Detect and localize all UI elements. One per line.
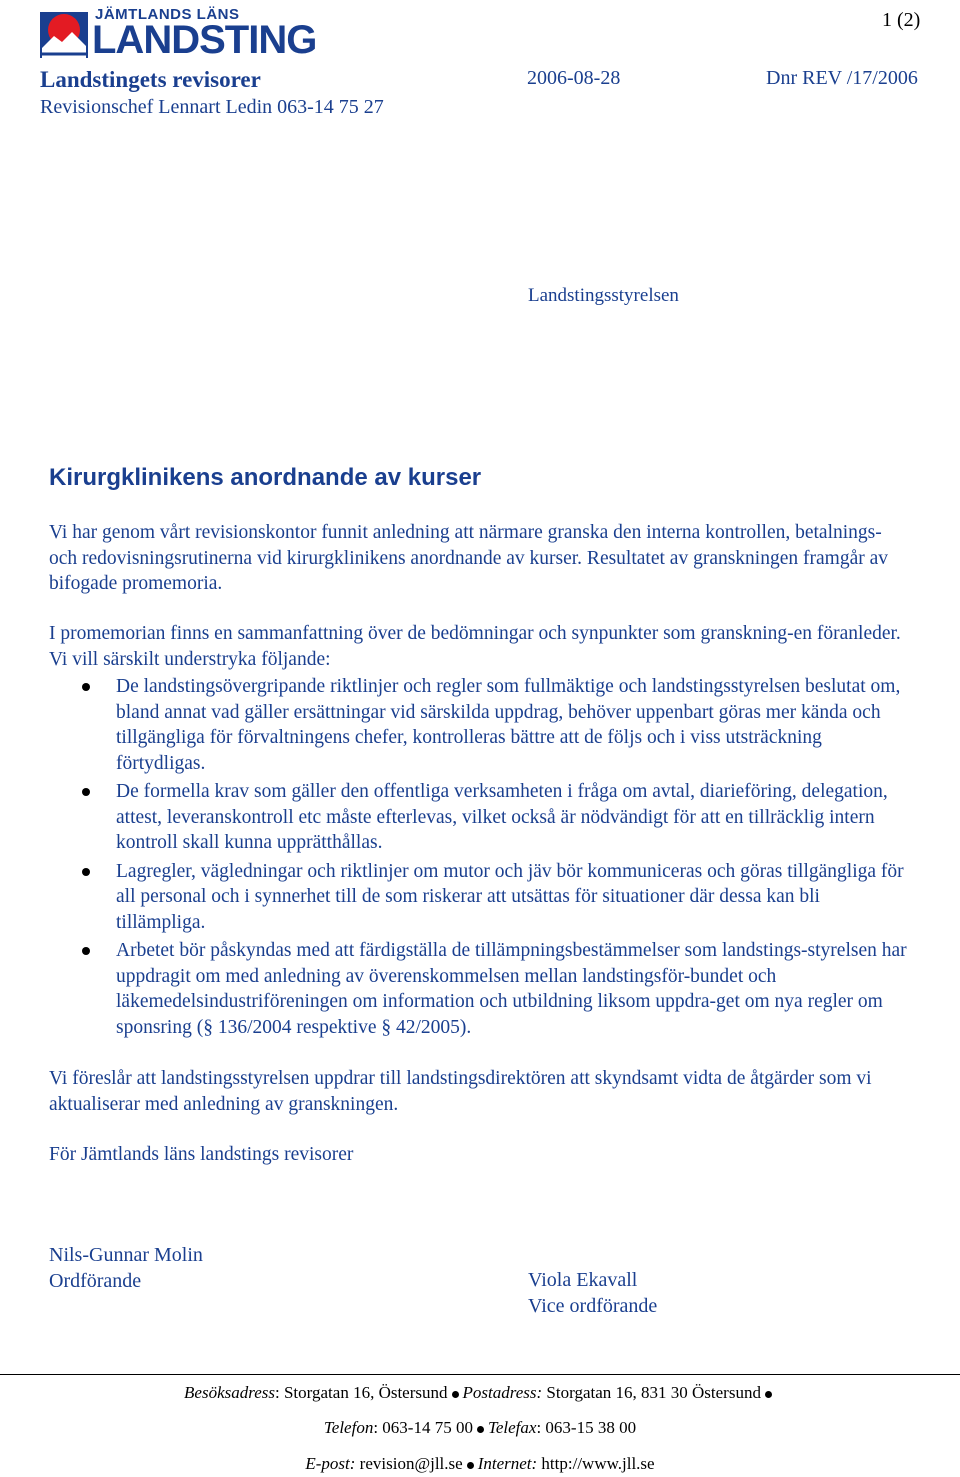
list-item-text: Arbetet bör påskyndas med att färdigställa de tillämpningsbestämmelser som landstings-styrelsen har uppdragit om med anledning av överenskommelsen mellan landstingsför-bundet och läkemedelsindustriföreningen om information och utbildning liksom uppdra-get om nya regler om sponsring (§ 136/2004 respektive § 42/2005). bbox=[116, 940, 907, 1038]
recipient: Landstingsstyrelsen bbox=[528, 285, 679, 306]
signature-left bbox=[49, 1243, 203, 1294]
footer-divider bbox=[0, 1374, 960, 1375]
footer-value: Storgatan 16, 831 30 Östersund bbox=[542, 1383, 761, 1402]
paragraph-intro: Vi har genom vårt revisionskontor funnit anledning att närmare granska den interna kontrollen, betalnings- och redovisningsrutinerna vid kirurgklinikens anordnande av kurser. Resultatet av granskningen framgår av bifogade promemoria. bbox=[49, 522, 888, 594]
logo-text-small: JÄMTLANDS LÄNS bbox=[95, 6, 240, 23]
list-item bbox=[49, 674, 909, 776]
signature-right bbox=[528, 1268, 657, 1319]
bullet-icon bbox=[452, 1391, 459, 1398]
footer-value: : 063-14 75 00 bbox=[373, 1418, 473, 1437]
footer-phone-line bbox=[0, 1418, 960, 1438]
list-item-text: De landstingsövergripande riktlinjer och regler som fullmäktige och landstingsstyrelsen beslutat om, bland annat vad gäller ersättningar vid särskilda uppdrag, behöver uppenbart göras mer kända och tillgängliga för förvaltningens chefer, kontrolleras bättre att de följs och i viss utsträckning förtydligas. bbox=[116, 676, 901, 774]
bullet-list bbox=[49, 674, 909, 1043]
footer-web-line bbox=[0, 1454, 960, 1474]
list-item bbox=[49, 938, 909, 1040]
signer-role: Ordförande bbox=[49, 1269, 142, 1292]
organization-name: Landstingets revisorer bbox=[40, 67, 261, 92]
closing-line: För Jämtlands läns landstings revisorer bbox=[49, 1144, 354, 1165]
footer-value: : Storgatan 16, Östersund bbox=[275, 1383, 448, 1402]
footer-label: Postadress: bbox=[462, 1383, 543, 1402]
footer-address-line bbox=[0, 1383, 960, 1403]
signer-name: Viola Ekavall bbox=[528, 1269, 638, 1291]
footer-label: Besöksadress bbox=[184, 1383, 275, 1402]
list-item-text: De formella krav som gäller den offentliga verksamheten i fråga om avtal, diarieföring, delegation, attest, leveranskontroll etc måste efterlevas, vilket också är nödvändigt för att en tillräcklig intern kontroll skall kunna upprätthållas. bbox=[116, 781, 888, 853]
signer-name: Nils-Gunnar Molin bbox=[49, 1244, 203, 1266]
footer-label: Telefon bbox=[323, 1418, 374, 1437]
footer-label: E-post: bbox=[305, 1454, 356, 1473]
footer-label: Internet: bbox=[477, 1454, 538, 1473]
bullet-icon bbox=[467, 1462, 474, 1469]
bullet-icon bbox=[477, 1426, 484, 1433]
bullet-icon bbox=[82, 868, 90, 876]
list-item-text: Lagregler, vägledningar och riktlinjer om mutor och jäv bör kommuniceras och göras tillgängliga för all personal och i synnerhet till de som riskerar att utsättas för situationer där dessa kan bli tillämpliga. bbox=[116, 860, 904, 933]
paragraph-summary: I promemorian finns en sammanfattning över de bedömningar och synpunkter som granskning-en föranleder. Vi vill särskilt understryka följande: bbox=[49, 623, 901, 670]
document-title: Kirurgklinikens anordnande av kurser bbox=[49, 464, 482, 491]
contact-line: Revisionschef Lennart Ledin 063-14 75 27 bbox=[40, 96, 384, 118]
list-item bbox=[49, 779, 909, 856]
footer-value: : 063-15 38 00 bbox=[536, 1418, 637, 1437]
document-date: 2006-08-28 bbox=[527, 67, 621, 89]
bullet-icon bbox=[82, 788, 90, 796]
list-item bbox=[49, 859, 909, 936]
bullet-icon bbox=[765, 1391, 772, 1398]
bullet-icon bbox=[82, 683, 90, 691]
signer-role: Vice ordförande bbox=[528, 1294, 658, 1317]
bullet-icon bbox=[82, 947, 90, 955]
logo-text-big: LANDSTING bbox=[92, 18, 317, 62]
landsting-logo bbox=[40, 8, 315, 60]
page-number: 1 (2) bbox=[882, 9, 921, 31]
footer-email[interactable]: revision@jll.se bbox=[355, 1454, 463, 1473]
document-reference: Dnr REV /17/2006 bbox=[766, 67, 918, 89]
footer-label: Telefax bbox=[487, 1418, 537, 1437]
footer-website-link[interactable]: http://www.jll.se bbox=[537, 1454, 655, 1473]
paragraph-proposal: Vi föreslår att landstingsstyrelsen uppdrar till landstingsdirektören att skyndsamt vidta de åtgärder som vi aktualiserar med anledning av granskningen. bbox=[49, 1068, 872, 1115]
